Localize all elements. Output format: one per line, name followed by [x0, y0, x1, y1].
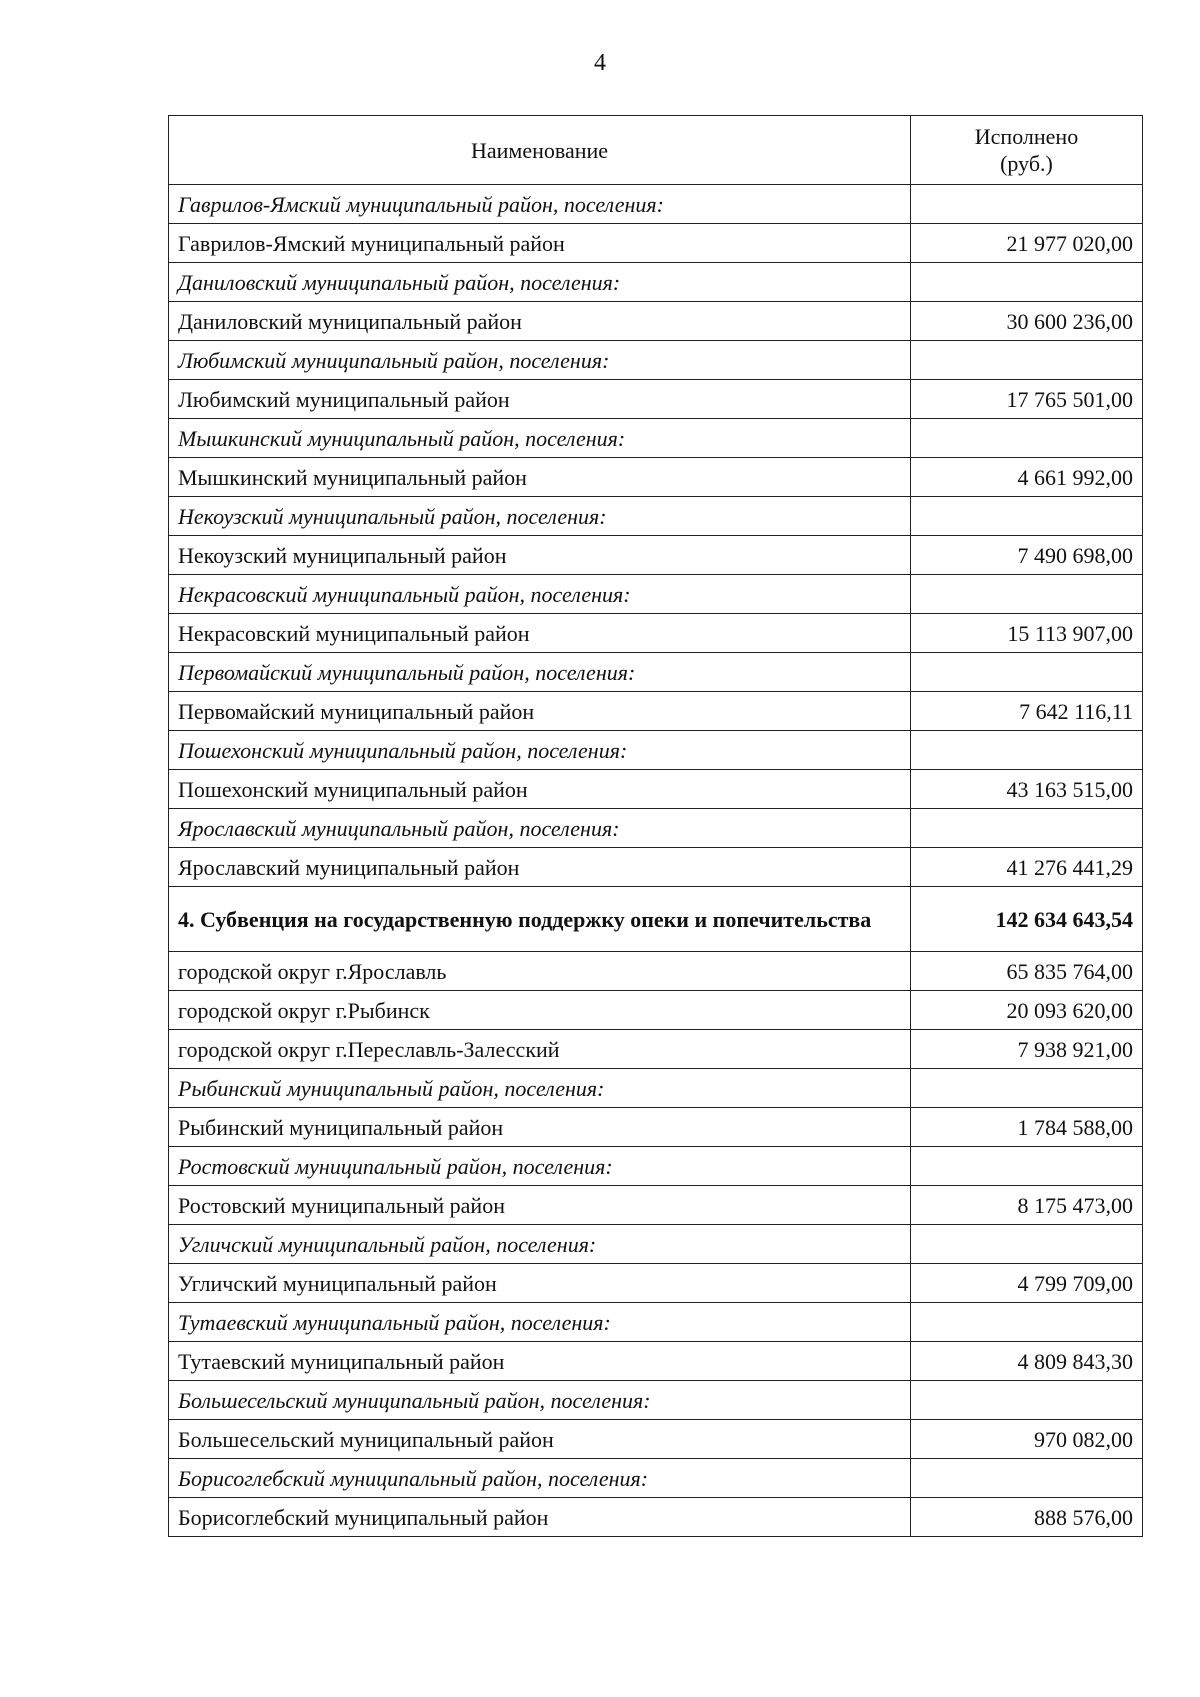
row-name: Тутаевский муниципальный район, поселения:	[169, 1303, 911, 1342]
row-executed-amount: 7 938 921,00	[911, 1030, 1143, 1069]
row-executed-amount	[911, 341, 1143, 380]
row-executed-amount: 4 809 843,30	[911, 1342, 1143, 1381]
table-row	[169, 1108, 1143, 1147]
group-header-row	[169, 263, 1143, 302]
group-header-row	[169, 1459, 1143, 1498]
table-row	[169, 380, 1143, 419]
row-executed-amount: 4 661 992,00	[911, 458, 1143, 497]
table-row	[169, 770, 1143, 809]
group-header-row	[169, 497, 1143, 536]
row-name: Даниловский муниципальный район	[169, 302, 911, 341]
row-executed-amount: 142 634 643,54	[911, 887, 1143, 952]
row-name: Мышкинский муниципальный район	[169, 458, 911, 497]
group-header-row	[169, 731, 1143, 770]
table-row	[169, 302, 1143, 341]
row-name: городской округ г.Переславль-Залесский	[169, 1030, 911, 1069]
row-executed-amount	[911, 263, 1143, 302]
row-name: 4. Субвенция на государственную поддержку опеки и попечительства	[169, 887, 911, 952]
group-header-row	[169, 1303, 1143, 1342]
row-name: Некрасовский муниципальный район, поселения:	[169, 575, 911, 614]
row-executed-amount: 41 276 441,29	[911, 848, 1143, 887]
row-name: Борисоглебский муниципальный район	[169, 1498, 911, 1537]
table-row	[169, 536, 1143, 575]
group-header-row	[169, 809, 1143, 848]
budget-execution-table	[168, 115, 1143, 1537]
row-executed-amount: 7 642 116,11	[911, 692, 1143, 731]
header-row	[169, 116, 1143, 185]
group-header-row	[169, 1069, 1143, 1108]
row-executed-amount	[911, 731, 1143, 770]
row-name: городской округ г.Рыбинск	[169, 991, 911, 1030]
row-name: Борисоглебский муниципальный район, поселения:	[169, 1459, 911, 1498]
row-executed-amount	[911, 1459, 1143, 1498]
group-header-row	[169, 341, 1143, 380]
row-executed-amount: 970 082,00	[911, 1420, 1143, 1459]
row-name: Некоузский муниципальный район, поселения:	[169, 497, 911, 536]
row-name: Угличский муниципальный район	[169, 1264, 911, 1303]
table-row	[169, 614, 1143, 653]
group-header-row	[169, 419, 1143, 458]
row-name: Первомайский муниципальный район	[169, 692, 911, 731]
column-header-executed-unit: (руб.)	[1000, 151, 1053, 176]
table-row	[169, 952, 1143, 991]
group-header-row	[169, 185, 1143, 224]
row-name: Любимский муниципальный район, поселения:	[169, 341, 911, 380]
row-name: Ярославский муниципальный район	[169, 848, 911, 887]
row-name: Пошехонский муниципальный район, поселения:	[169, 731, 911, 770]
group-header-row	[169, 1147, 1143, 1186]
row-name: Гаврилов-Ямский муниципальный район	[169, 224, 911, 263]
row-executed-amount: 4 799 709,00	[911, 1264, 1143, 1303]
row-executed-amount: 1 784 588,00	[911, 1108, 1143, 1147]
row-name: Первомайский муниципальный район, поселения:	[169, 653, 911, 692]
row-name: Гаврилов-Ямский муниципальный район, поселения:	[169, 185, 911, 224]
row-executed-amount	[911, 1303, 1143, 1342]
table-row	[169, 224, 1143, 263]
column-header-executed	[911, 116, 1143, 185]
row-executed-amount	[911, 1069, 1143, 1108]
group-header-row	[169, 1381, 1143, 1420]
table-row	[169, 1030, 1143, 1069]
row-executed-amount: 65 835 764,00	[911, 952, 1143, 991]
group-header-row	[169, 1225, 1143, 1264]
row-name: Большесельский муниципальный район, поселения:	[169, 1381, 911, 1420]
row-executed-amount	[911, 497, 1143, 536]
row-executed-amount	[911, 419, 1143, 458]
table-header	[169, 116, 1143, 185]
row-executed-amount	[911, 1225, 1143, 1264]
row-executed-amount: 8 175 473,00	[911, 1186, 1143, 1225]
column-header-name: Наименование	[169, 116, 911, 185]
row-name: Тутаевский муниципальный район	[169, 1342, 911, 1381]
row-executed-amount	[911, 185, 1143, 224]
row-name: Пошехонский муниципальный район	[169, 770, 911, 809]
table-row	[169, 692, 1143, 731]
table-row	[169, 848, 1143, 887]
row-executed-amount: 20 093 620,00	[911, 991, 1143, 1030]
group-header-row	[169, 653, 1143, 692]
row-name: Некоузский муниципальный район	[169, 536, 911, 575]
section-total-row	[169, 887, 1143, 952]
row-executed-amount: 17 765 501,00	[911, 380, 1143, 419]
table-body	[169, 185, 1143, 1537]
row-executed-amount: 30 600 236,00	[911, 302, 1143, 341]
row-name: Любимский муниципальный район	[169, 380, 911, 419]
column-header-executed-title: Исполнено	[974, 124, 1079, 149]
row-executed-amount	[911, 809, 1143, 848]
table-row	[169, 991, 1143, 1030]
row-executed-amount	[911, 653, 1143, 692]
table-row	[169, 458, 1143, 497]
row-name: Мышкинский муниципальный район, поселения:	[169, 419, 911, 458]
table-row	[169, 1420, 1143, 1459]
row-name: Ростовский муниципальный район, поселения:	[169, 1147, 911, 1186]
row-name: Угличский муниципальный район, поселения:	[169, 1225, 911, 1264]
table-row	[169, 1498, 1143, 1537]
row-name: городской округ г.Ярославль	[169, 952, 911, 991]
row-name: Рыбинский муниципальный район	[169, 1108, 911, 1147]
row-executed-amount: 43 163 515,00	[911, 770, 1143, 809]
row-executed-amount: 21 977 020,00	[911, 224, 1143, 263]
table-row	[169, 1264, 1143, 1303]
row-name: Рыбинский муниципальный район, поселения:	[169, 1069, 911, 1108]
row-executed-amount	[911, 1381, 1143, 1420]
group-header-row	[169, 575, 1143, 614]
row-name: Большесельский муниципальный район	[169, 1420, 911, 1459]
row-executed-amount: 888 576,00	[911, 1498, 1143, 1537]
row-name: Ярославский муниципальный район, поселения:	[169, 809, 911, 848]
row-executed-amount: 15 113 907,00	[911, 614, 1143, 653]
row-executed-amount	[911, 575, 1143, 614]
row-executed-amount	[911, 1147, 1143, 1186]
page-number: 4	[594, 50, 606, 76]
row-name: Ростовский муниципальный район	[169, 1186, 911, 1225]
table-row	[169, 1186, 1143, 1225]
table-row	[169, 1342, 1143, 1381]
row-name: Некрасовский муниципальный район	[169, 614, 911, 653]
row-name: Даниловский муниципальный район, поселения:	[169, 263, 911, 302]
row-executed-amount: 7 490 698,00	[911, 536, 1143, 575]
